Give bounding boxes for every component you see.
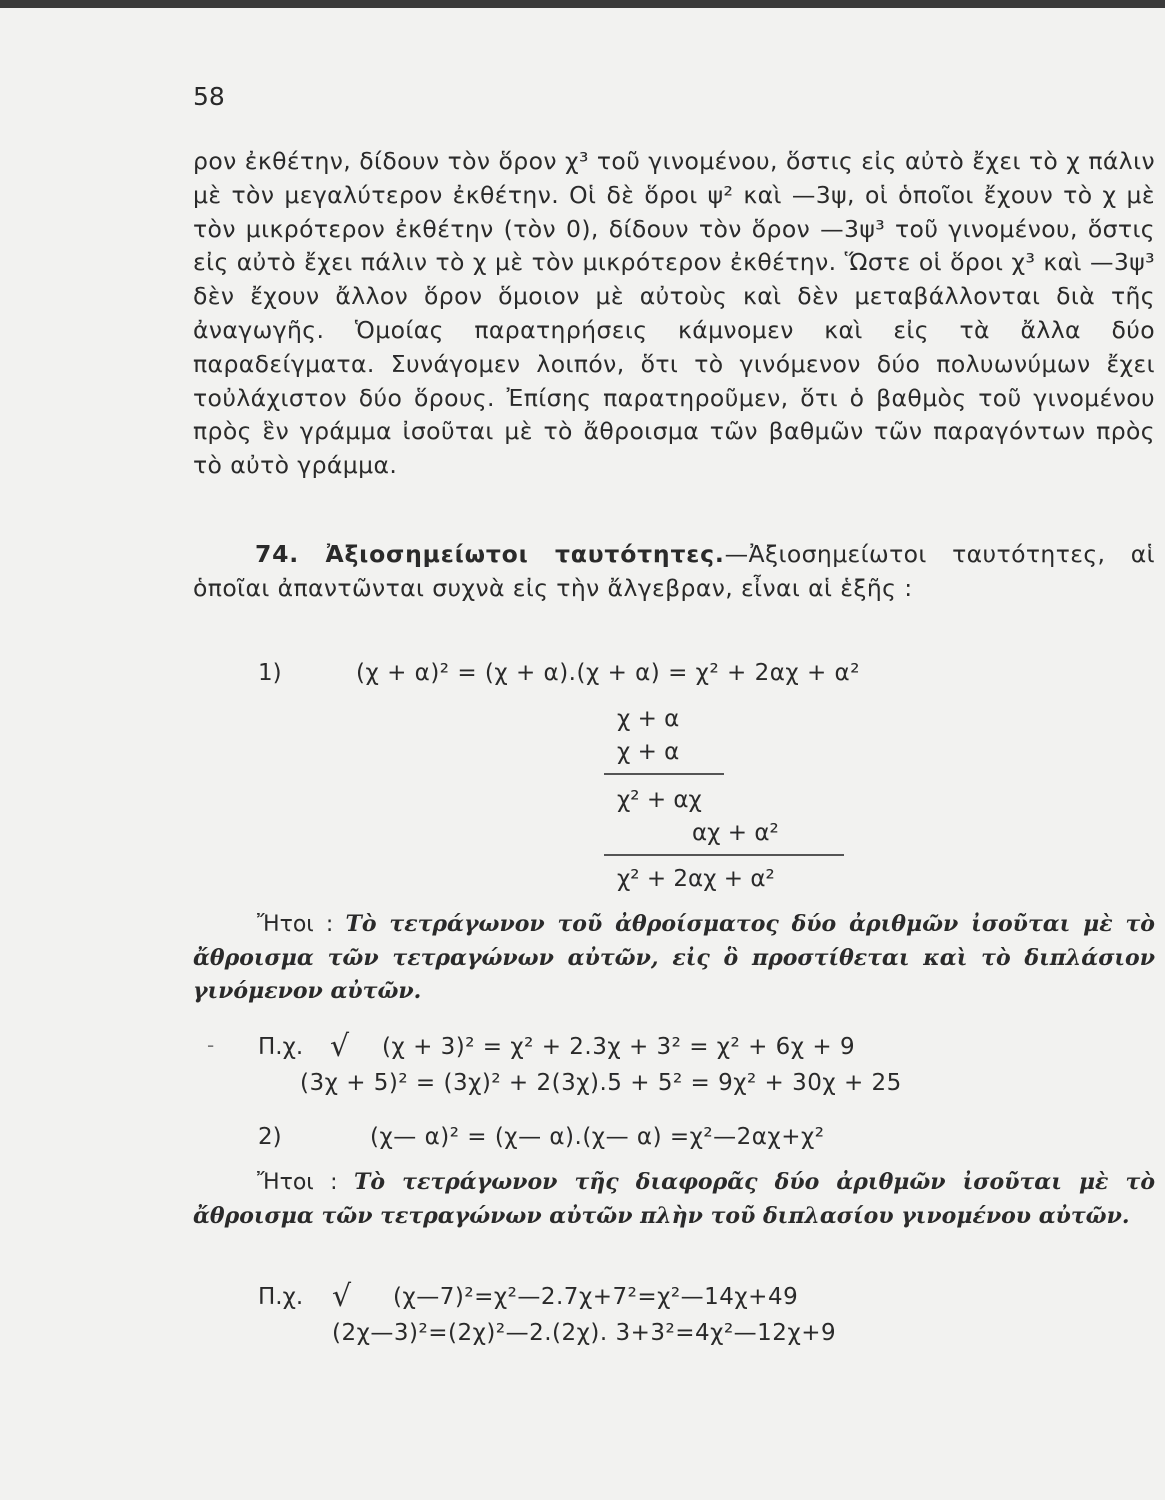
multiplication-row-1: χ + α	[617, 706, 680, 732]
identity-1-example-2: (3χ + 5)² = (3χ)² + 2(3χ).5 + 5² = 9χ² + 30χ + 25	[300, 1070, 902, 1096]
multiplication-rule-2	[604, 854, 844, 856]
identity-2-example-2: (2χ—3)²=(2χ)²—2.(2χ). 3+3²=4χ²—12χ+9	[332, 1320, 837, 1346]
statement-lead: Ἤτοι :	[257, 1170, 338, 1195]
identity-1-statement	[193, 908, 1155, 1009]
identity-1-label: 1)	[258, 660, 282, 686]
section-74-paragraph	[193, 538, 1155, 606]
paragraph-continuation: ρον ἐκθέτην, δίδουν τὸν ὅρον χ³ τοῦ γινομένου, ὅστις εἰς αὐτὸ ἔχει τὸ χ πάλιν μὲ τὸν μεγαλύτερον ἐκθέτην. Οἱ δὲ ὅροι ψ² καὶ —3ψ, οἱ ὁποῖοι ἔχουν τὸ χ μὲ τὸν μικρότερον ἐκθέτην (τὸν 0), δίδουν τὸν ὅρον —3ψ³ τοῦ γινομένου, ὅστις εἰς αὐτὸ ἔχει πάλιν τὸ χ μὲ τὸν μικρότερον ἐκθέτην. Ὥστε οἱ ὅροι χ³ καὶ —3ψ³ δὲν ἔχουν ἄλλον ὅρον ὅμοιον μὲ αὐτοὺς καὶ δὲν μεταβάλλονται διὰ τῆς ἀναγωγῆς. Ὁμοίας παρατηρήσεις κάμνομεν καὶ εἰς τὰ ἄλλα δύο παραδείγματα. Συνάγομεν λοιπόν, ὅτι τὸ γινόμενον δύο πολυωνύμων ἔχει τοὐλάχιστον δύο ὅρους. Ἐπίσης παρατηροῦμεν, ὅτι ὁ βαθμὸς τοῦ γινομένου πρὸς ἓν γράμμα ἰσοῦται μὲ τὸ ἄθροισμα τῶν βαθμῶν τῶν παραγόντων πρὸς τὸ αὐτὸ γράμμα.	[193, 147, 1155, 480]
section-heading: 74. Ἀξιοσημείωτοι ταυτότητες.	[255, 540, 725, 568]
identity-1-example-1: (χ + 3)² = χ² + 2.3χ + 3² = χ² + 6χ + 9	[382, 1034, 856, 1060]
identity-2-label: 2)	[258, 1124, 282, 1150]
check-mark-icon: √	[330, 1029, 350, 1064]
example-label-1: Π.χ.	[258, 1034, 304, 1060]
multiplication-row-4: αχ + α²	[692, 820, 779, 846]
multiplication-row-2: χ + α	[617, 739, 680, 765]
identity-1-formula: (χ + α)² = (χ + α).(χ + α) = χ² + 2αχ + α²	[356, 660, 860, 686]
identity-2-example-1: (χ—7)²=χ²—2.7χ+7²=χ²—14χ+49	[393, 1284, 799, 1310]
section-intro-text: —Ἀξιοσημείωτοι ταυτότητες, αἱ ὁποῖαι ἀπαντῶνται συχνὰ εἰς τὴν ἄλγεβραν, εἶναι αἱ ἑξῆς :	[193, 540, 1155, 602]
statement-text: Τὸ τετράγωνον τοῦ ἀθροίσματος δύο ἀριθμῶν ἰσοῦται μὲ τὸ ἄθροισμα τῶν τετραγώνων αὐτῶν, εἰς ὃ προστίθεται καὶ τὸ διπλάσιον γινόμενον αὐτῶν.	[193, 911, 1155, 1004]
statement-lead: Ἤτοι :	[257, 912, 334, 937]
margin-dash-mark: -	[207, 1033, 215, 1057]
page-number: 58	[193, 82, 225, 111]
identity-2-formula: (χ— α)² = (χ— α).(χ— α) =χ²—2αχ+χ²	[370, 1124, 825, 1150]
check-mark-icon: √	[332, 1279, 352, 1314]
identity-2-statement	[193, 1166, 1155, 1233]
multiplication-rule-1	[604, 773, 724, 775]
page-top-edge	[0, 0, 1165, 8]
example-label-2: Π.χ.	[258, 1284, 304, 1310]
multiplication-row-3: χ² + αχ	[617, 787, 702, 813]
multiplication-result: χ² + 2αχ + α²	[617, 866, 775, 892]
statement-text: Τὸ τετράγωνον τῆς διαφορᾶς δύο ἀριθμῶν ἰσοῦται μὲ τὸ ἄθροισμα τῶν τετραγώνων αὐτῶν πλὴν τοῦ διπλασίου γινομένου αὐτῶν.	[193, 1169, 1155, 1229]
